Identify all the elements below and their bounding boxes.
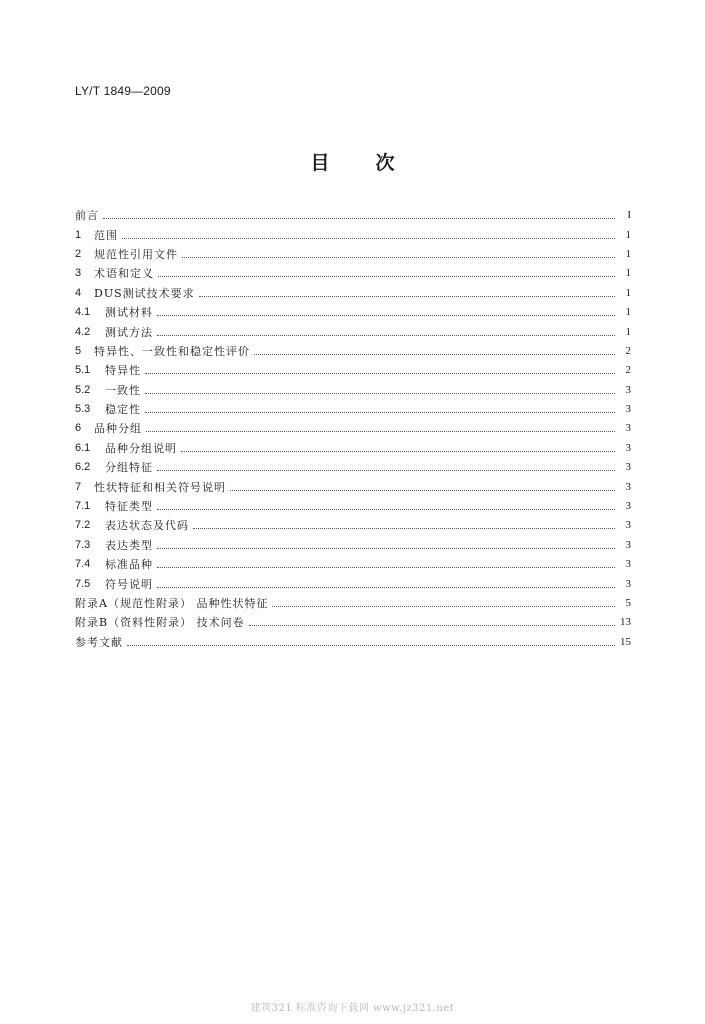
toc-entry[interactable] — [75, 400, 631, 419]
toc-entry-title: 特异性、一致性和稳定性评价 — [94, 344, 250, 358]
toc-dot-leader — [157, 335, 615, 336]
toc-entry-number: 7.4 — [75, 558, 91, 571]
toc-entry[interactable] — [75, 516, 631, 535]
toc-entry-page: 1 — [625, 306, 631, 319]
toc-entry-title: 品种分组说明 — [105, 441, 177, 455]
toc-entry[interactable] — [75, 555, 631, 574]
toc-dot-leader — [193, 528, 615, 529]
toc-entry-title: 附录A（规范性附录） 品种性状特征 — [75, 597, 269, 610]
toc-entry-page: 3 — [625, 461, 631, 474]
toc-dot-leader — [157, 548, 615, 549]
toc-entry-number: 6 — [75, 422, 82, 435]
toc-dot-leader — [249, 625, 615, 626]
toc-entry[interactable] — [75, 342, 631, 361]
toc-entry-page: 3 — [625, 441, 631, 454]
footer-watermark: 建筑321 标准咨询下载网 www.jz321.net — [250, 1003, 455, 1014]
toc-entry-title: 特异性 — [105, 364, 141, 378]
toc-entry[interactable] — [75, 322, 631, 341]
toc-entry-number: 1 — [75, 228, 82, 241]
toc-entry[interactable] — [75, 245, 631, 264]
toc-entry-title: 稳定性 — [105, 403, 141, 417]
toc-entry[interactable] — [75, 419, 631, 438]
toc-entry-number: 5 — [75, 344, 82, 357]
toc-dot-leader — [157, 587, 615, 588]
toc-entry-title: 测试方法 — [105, 325, 153, 339]
toc-entry-title: 测试材料 — [105, 306, 153, 320]
toc-entry-title: 品种分组 — [94, 422, 142, 436]
toc-entry-page: 3 — [625, 519, 631, 532]
toc-entry[interactable] — [75, 381, 631, 400]
toc-entry-title: 前言 — [75, 209, 99, 223]
toc-entry-title: 标准品种 — [105, 558, 153, 572]
toc-entry[interactable] — [75, 361, 631, 380]
toc-entry-page: 13 — [620, 616, 631, 629]
toc-dot-leader — [145, 393, 615, 394]
toc-dot-leader — [122, 238, 615, 239]
toc-entry[interactable] — [75, 633, 631, 652]
toc-entry-page: I — [627, 209, 631, 222]
toc-entry[interactable] — [75, 477, 631, 496]
toc-entry-page: 3 — [625, 558, 631, 571]
toc-entry-title: 分组特征 — [105, 461, 153, 475]
toc-entry-page: 2 — [625, 344, 631, 357]
toc-entry-title: DUS测试技术要求 — [94, 286, 195, 300]
toc-dot-leader — [272, 606, 615, 607]
toc-dot-leader — [158, 276, 615, 277]
toc-dot-leader — [146, 431, 615, 432]
toc-entry[interactable] — [75, 574, 631, 593]
toc-entry-page: 1 — [625, 267, 631, 280]
toc-dot-leader — [145, 373, 615, 374]
toc-entry-page: 2 — [625, 364, 631, 377]
toc-entry[interactable] — [75, 458, 631, 477]
toc-dot-leader — [254, 354, 615, 355]
toc-entry[interactable] — [75, 284, 631, 303]
toc-entry-number: 6.2 — [75, 461, 91, 474]
page-title: 目次 — [310, 152, 441, 174]
toc-entry-title: 符号说明 — [105, 577, 153, 591]
toc-entry-page: 1 — [625, 286, 631, 299]
toc-entry-title: 表达状态及代码 — [105, 519, 189, 533]
toc-dot-leader — [157, 567, 615, 568]
toc-dot-leader — [157, 315, 615, 316]
toc-entry-page: 5 — [625, 597, 631, 609]
toc-entry-page: 1 — [625, 247, 631, 260]
document-code: LY/T 1849—2009 — [75, 84, 171, 98]
toc-entry-page: 3 — [625, 577, 631, 590]
toc-entry-page: 3 — [625, 538, 631, 551]
toc-dot-leader — [182, 257, 615, 258]
toc-entry-title: 一致性 — [105, 383, 141, 397]
toc-entry-page: 3 — [625, 480, 631, 493]
toc-dot-leader — [157, 470, 615, 471]
toc-entry-number: 4.2 — [75, 325, 91, 338]
toc-entry-title: 参考文献 — [75, 635, 123, 649]
toc-entry-number: 5.3 — [75, 403, 91, 416]
toc-entry-number: 2 — [75, 247, 82, 260]
toc-entry-number: 7.5 — [75, 577, 91, 590]
toc-entry-number: 7 — [75, 480, 82, 493]
toc-entry-number: 6.1 — [75, 441, 91, 454]
toc-entry-page: 15 — [620, 635, 631, 648]
toc-entry-title: 范围 — [94, 228, 118, 242]
toc-entry-number: 5.1 — [75, 364, 91, 377]
toc-entry-title: 术语和定义 — [94, 267, 154, 281]
toc-entry[interactable] — [75, 264, 631, 283]
toc-entry[interactable] — [75, 206, 631, 225]
toc-entry-page: 3 — [625, 383, 631, 396]
toc-entry-number: 7.3 — [75, 538, 91, 551]
toc-entry-number: 4 — [75, 286, 82, 299]
toc-dot-leader — [127, 645, 615, 646]
toc-dot-leader — [157, 509, 615, 510]
toc-dot-leader — [145, 412, 615, 413]
toc-entry-number: 4.1 — [75, 306, 91, 319]
toc-entry-page: 3 — [625, 500, 631, 513]
toc-entry-title: 特征类型 — [105, 500, 153, 514]
toc-entry[interactable] — [75, 439, 631, 458]
toc-entry-number: 3 — [75, 267, 82, 280]
toc-dot-leader — [230, 490, 615, 491]
toc-entry-title: 附录B（资料性附录） 技术问卷 — [75, 616, 245, 630]
toc-entry-number: 7.1 — [75, 500, 91, 513]
toc-entry-title: 性状特征和相关符号说明 — [94, 480, 226, 494]
toc-entry[interactable] — [75, 613, 631, 632]
toc-entry[interactable] — [75, 497, 631, 516]
toc-entry-number: 7.2 — [75, 519, 91, 532]
toc-entry-page: 1 — [625, 228, 631, 241]
toc-entry[interactable] — [75, 536, 631, 555]
toc-dot-leader — [181, 451, 615, 452]
toc-entry[interactable] — [75, 594, 631, 613]
toc-entry-page: 1 — [625, 325, 631, 338]
toc-entry-number: 5.2 — [75, 383, 91, 396]
toc-entry[interactable] — [75, 225, 631, 244]
toc-dot-leader — [199, 296, 615, 297]
toc-entry-title: 表达类型 — [105, 538, 153, 552]
toc-dot-leader — [103, 218, 615, 219]
toc-entry-page: 3 — [625, 422, 631, 435]
toc-entry-page: 3 — [625, 403, 631, 416]
toc-entry[interactable] — [75, 303, 631, 322]
toc-entry-title: 规范性引用文件 — [94, 247, 178, 261]
table-of-contents — [75, 206, 631, 652]
